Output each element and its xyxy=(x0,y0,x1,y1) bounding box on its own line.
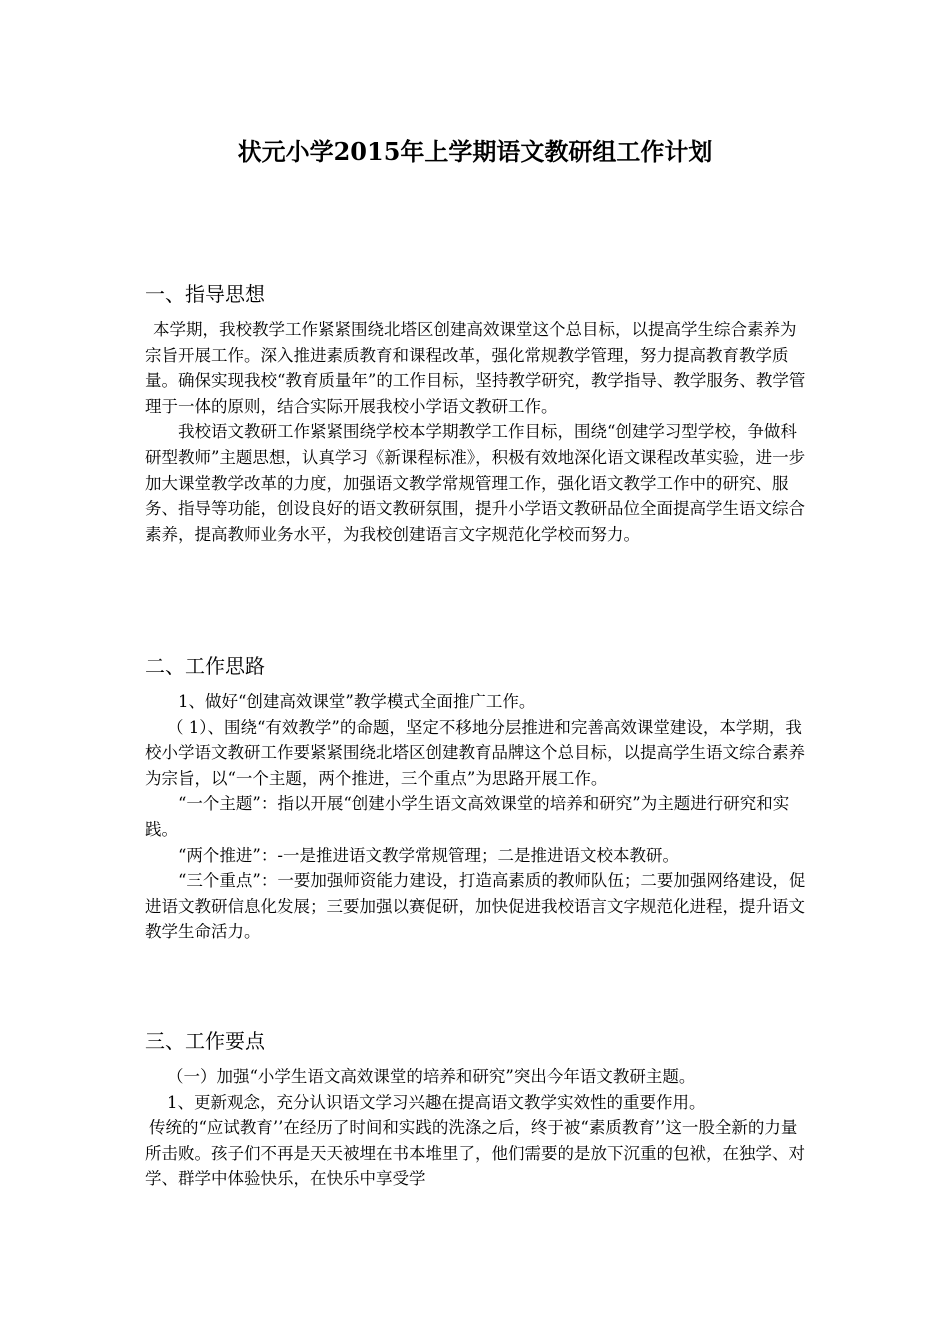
paragraph: 1、更新观念，充分认识语文学习兴趣在提高语文教学实效性的重要作用。 xyxy=(167,1092,706,1112)
paragraph: （ 1）、围绕“有效教学”的命题，坚定不移地分层推进和完善高效课堂建设，本学期，我校小学语文教研工作要紧紧围绕北塔区创建教育品牌这个总目标，以提高学生语文综合素养为宗旨，以“一个主题，两个推进，三个重点”为思路开展工作。 xyxy=(145,717,805,788)
paragraph: “三个重点”：一要加强师资能力建设，打造高素质的教师队伍；二要加强网络建设，促进语文教研信息化发展；三要加强以赛促研，加快促进我校语言文字规范化进程，提升语文教学生命活力。 xyxy=(145,871,806,942)
paragraph: 传统的“应试教育’’在经历了时间和实践的洗涤之后，终于被“素质教育’’这一股全新的力量所击败。孩子们不再是天天被埋在书本堆里了，他们需要的是放下沉重的包袱，在独学、对学、群学中体验快乐，在快乐中享受学 xyxy=(145,1118,805,1189)
section-heading-2: 二、工作思路 xyxy=(145,654,265,678)
paragraph: “一个主题”：指以开展“创建小学生语文高效课堂的培养和研究”为主题进行研究和实践。 xyxy=(145,794,790,839)
section-heading-3: 三、工作要点 xyxy=(145,1029,265,1053)
paragraph: “两个推进”：-一是推进语文教学常规管理；二是推进语文校本教研。 xyxy=(178,845,679,865)
page-title: 状元小学2015年上学期语文教研组工作计划 xyxy=(237,137,713,166)
paragraph: 本学期，我校教学工作紧紧围绕北塔区创建高效课堂这个总目标，以提高学生综合素养为宗旨开展工作。深入推进素质教育和课程改革，强化常规教学管理，努力提高教育教学质量。确保实现我校“教育质量年”的工作目标，坚持教学研究，教学指导、教学服务、教学管理于一体的原则，结合实际开展我校小学语文教研工作。 xyxy=(145,320,806,416)
section-heading-1: 一、指导思想 xyxy=(145,282,265,306)
paragraph: 我校语文教研工作紧紧围绕学校本学期教学工作目标，围绕“创建学习型学校，争做科研型教师”主题思想，认真学习《新课程标准》，积极有效地深化语文课程改革实验，进一步加大课堂教学改革的力度，加强语文教学常规管理工作，强化语文教学工作中的研究、服务、指导等功能，创设良好的语文教研氛围，提升小学语文教研品位全面提高学生语文综合素养，提高教师业务水平，为我校创建语言文字规范化学校而努力。 xyxy=(145,422,806,544)
section-body-2 xyxy=(145,689,810,945)
section-body-3 xyxy=(145,1064,810,1192)
paragraph: （一）加强“小学生语文高效课堂的培养和研究”突出今年语文教研主题。 xyxy=(167,1067,696,1086)
paragraph: 1、做好“创建高效课堂”教学模式全面推广工作。 xyxy=(178,692,536,711)
section-body-1 xyxy=(145,317,810,547)
